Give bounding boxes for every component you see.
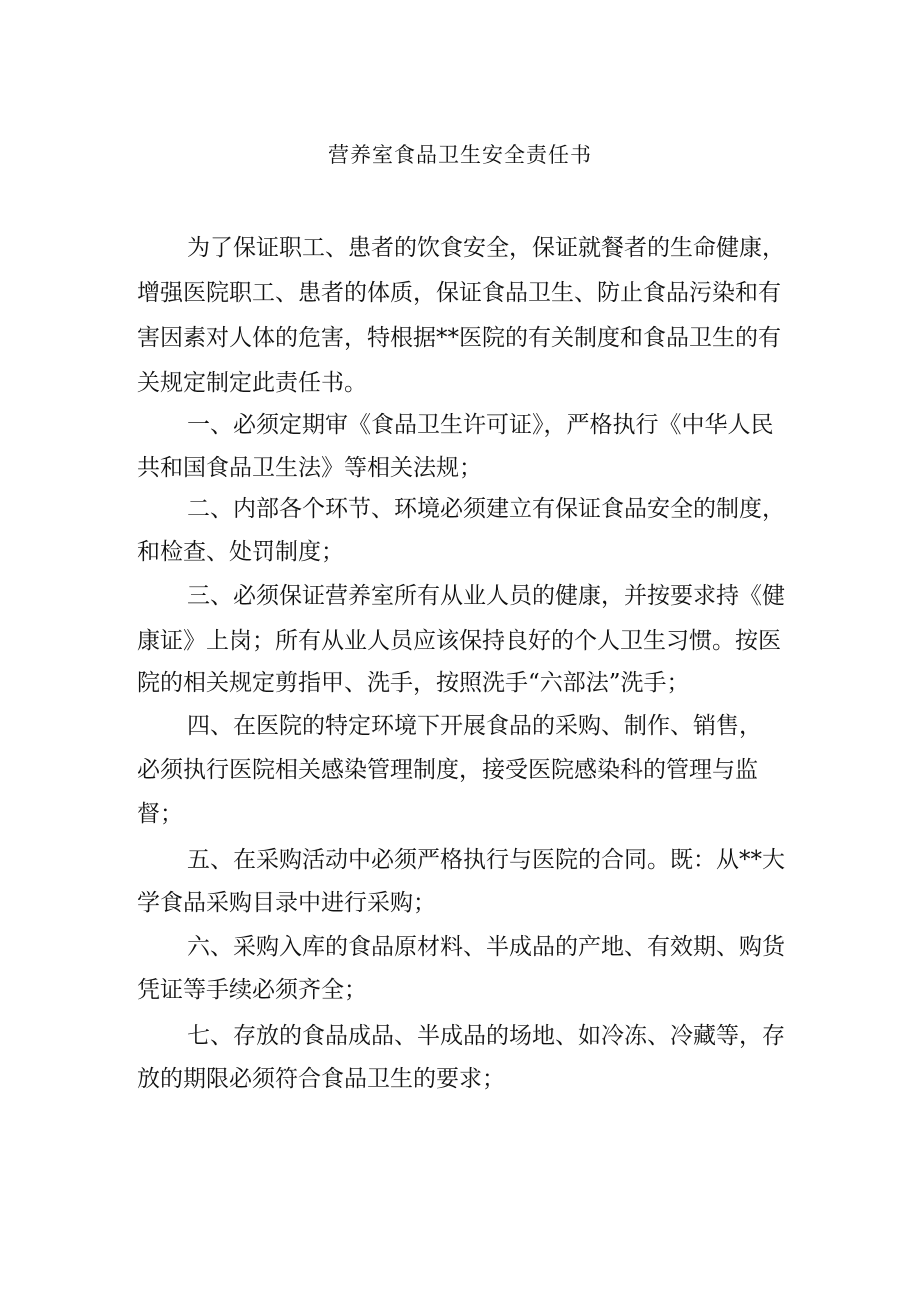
clause-5-line-2: 学食品采购目录中进行采购； — [137, 890, 436, 916]
clause-6-line-1: 六、采购入库的食品原材料、半成品的产地、有效期、购货 — [187, 934, 785, 960]
clause-6-line-2: 凭证等手续必须齐全； — [137, 977, 367, 1003]
clause-5-line-1: 五、在采购活动中必须严格执行与医院的合同。既：从**大 — [187, 847, 785, 873]
clause-2-line-2: 和检查、处罚制度； — [137, 539, 344, 565]
clause-7-line-2: 放的期限必须符合食品卫生的要求； — [137, 1066, 505, 1092]
clause-4-line-2: 必须执行医院相关感染管理制度，接受医院感染科的管理与监 — [137, 757, 758, 783]
clause-4-line-3: 督； — [137, 801, 183, 827]
intro-line-3: 害因素对人体的危害，特根据**医院的有关制度和食品卫生的有 — [137, 325, 781, 351]
clause-7-line-1: 七、存放的食品成品、半成品的场地、如冷冻、冷藏等，存 — [187, 1023, 785, 1049]
clause-1-line-1: 一、必须定期审《食品卫生许可证》，严格执行《中华人民 — [187, 412, 774, 438]
intro-line-4: 关规定制定此责任书。 — [137, 370, 367, 396]
clause-3-line-2: 康证》上岗；所有从业人员应该保持良好的个人卫生习惯。按医 — [137, 628, 781, 654]
clause-3-line-1: 三、必须保证营养室所有从业人员的健康，并按要求持《健 — [187, 583, 785, 609]
document-title: 营养室食品卫生安全责任书 — [328, 143, 592, 167]
clause-2-line-1: 二、内部各个环节、环境必须建立有保证食品安全的制度， — [187, 496, 785, 522]
clause-1-line-2: 共和国食品卫生法》等相关法规； — [137, 455, 482, 481]
clause-3-line-3: 院的相关规定剪指甲、洗手，按照洗手“六部法”洗手； — [137, 670, 690, 696]
intro-line-2: 增强医院职工、患者的体质，保证食品卫生、防止食品污染和有 — [137, 280, 781, 306]
clause-4-line-1: 四、在医院的特定环境下开展食品的采购、制作、销售， — [187, 713, 762, 739]
intro-line-1: 为了保证职工、患者的饮食安全，保证就餐者的生命健康， — [187, 235, 785, 261]
